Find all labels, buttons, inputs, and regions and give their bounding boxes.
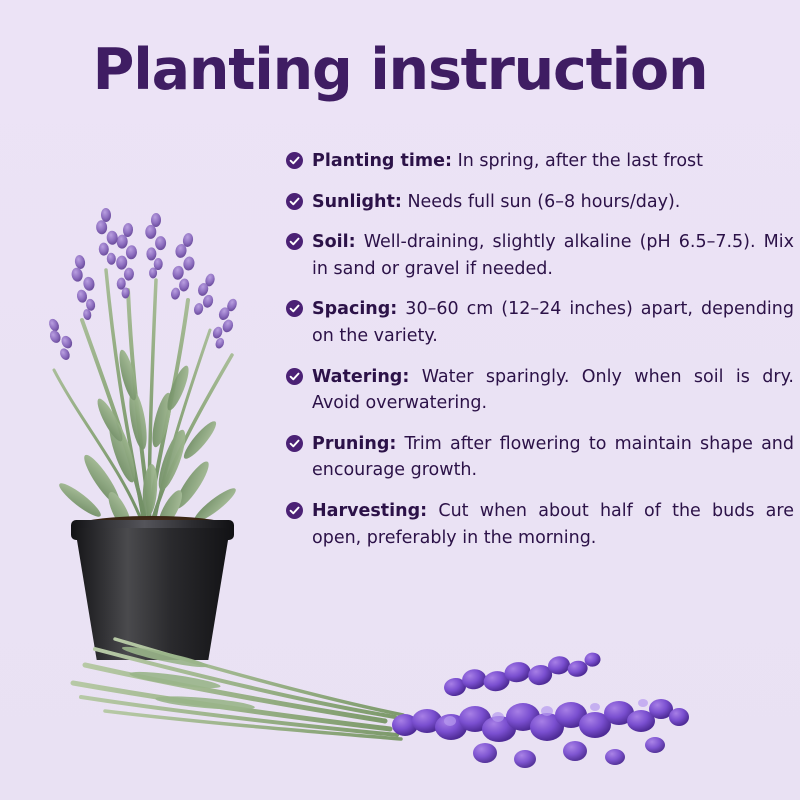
page-title: Planting instruction — [92, 37, 708, 103]
list-item-body: Needs full sun (6–8 hours/day). — [401, 191, 681, 212]
list-item-body: 30–60 cm (12–24 inches) apart, depending on the variety. — [312, 299, 794, 346]
potted-lavender-plant — [10, 120, 280, 680]
list-item-body: Well-draining, slightly alkaline (pH 6.5–7.5). Mix in sand or gravel if needed. — [312, 232, 794, 279]
check-circle-icon — [286, 233, 303, 250]
list-item-text — [312, 189, 794, 216]
list-item-text — [312, 148, 794, 175]
list-item-label: Pruning: — [312, 433, 397, 454]
list-item-body: Trim after flowering to maintain shape and encourage growth. — [312, 433, 794, 481]
list-item — [286, 364, 794, 417]
list-item — [286, 229, 794, 282]
list-item — [286, 296, 794, 349]
cut-lavender-sprig — [55, 625, 775, 800]
list-item-body: Cut when about half of the buds are open, preferably in the morning. — [312, 500, 794, 548]
list-item-label: Spacing: — [312, 299, 398, 320]
list-item-label: Sunlight: — [312, 191, 402, 212]
list-item-text — [312, 229, 794, 282]
list-item — [286, 189, 794, 216]
list-item-label: Planting time: — [312, 151, 452, 171]
check-circle-icon — [286, 193, 303, 210]
list-item-text — [312, 364, 794, 417]
list-item — [286, 498, 794, 551]
check-circle-icon — [286, 368, 303, 385]
list-item — [286, 148, 794, 175]
check-circle-icon — [286, 152, 303, 169]
list-item-label: Soil: — [312, 232, 356, 253]
list-item-text — [312, 296, 794, 349]
check-circle-icon — [286, 300, 303, 317]
list-item-body: In spring, after the last frost — [452, 151, 704, 171]
check-circle-icon — [286, 502, 303, 519]
instruction-list — [286, 148, 794, 565]
list-item-label: Harvesting: — [312, 500, 428, 521]
check-circle-icon — [286, 435, 303, 452]
list-item-text — [312, 498, 794, 551]
list-item-label: Watering: — [312, 366, 410, 387]
list-item-text — [312, 431, 794, 484]
list-item — [286, 431, 794, 484]
list-item-body: Water sparingly. Only when soil is dry. Avoid overwatering. — [312, 366, 794, 414]
